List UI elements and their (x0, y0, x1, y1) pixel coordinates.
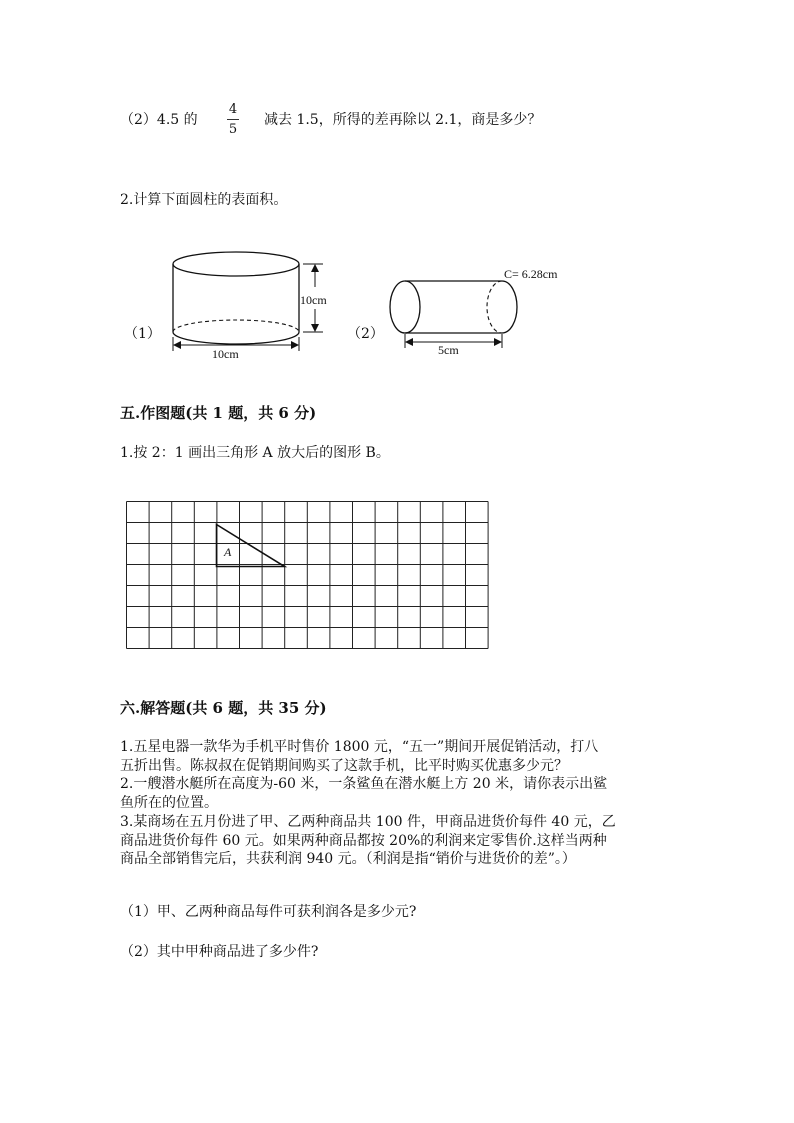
fraction-numerator: 4 (228, 102, 238, 117)
drawing-grid[interactable] (126, 501, 491, 656)
body-line: 商品全部销售完后，共获利润 940 元。（利润是指“销价与进货价的差”。） (120, 851, 576, 868)
section-6-body (120, 738, 616, 869)
figure-1-label: （1） (124, 326, 161, 342)
q2-suffix: 减去 1.5，所得的差再除以 2.1，商是多少？ (264, 112, 542, 128)
sub-question-1: （1）甲、乙两种商品每件可获利润各是多少元? (120, 904, 417, 920)
body-line: 五折出售。陈叔叔在促销期间购买了这款手机，比平时购买优惠多少元？ (120, 757, 568, 774)
body-line: 1.五星电器一款华为手机平时售价 1800 元，“五一”期间开展促销活动，打八 (120, 739, 599, 755)
section-6-heading: 六.解答题(共 6 题，共 35 分) (120, 699, 327, 717)
cylinder-question-title: 2.计算下面圆柱的表面积。 (120, 192, 288, 208)
figure-2-circumference-label: C= 6.28cm (504, 267, 558, 281)
body-line: 商品进货价每件 60 元。如果两种商品都按 20%的利润来定零售价.这样当两种 (120, 832, 607, 849)
fraction-denominator: 5 (228, 122, 238, 137)
cylinder-figure-1 (160, 245, 360, 365)
q2-prefix: （2）4.5 的 (120, 112, 198, 128)
figure-2-length-label: 5cm (438, 343, 459, 357)
figure-1-width-label: 10cm (212, 347, 239, 361)
triangle-a-label: A (224, 545, 232, 559)
figure-1-height-label: 10cm (300, 293, 327, 307)
figure-2-label: （2） (347, 326, 384, 342)
fraction-bar (227, 119, 239, 120)
body-line: 3.某商场在五月份进了甲、乙两种商品共 100 件，甲商品进货价每件 40 元，乙 (120, 813, 616, 830)
sub-question-2: （2）其中甲种商品进了多少件? (120, 944, 319, 960)
cylinder-figure-2 (385, 270, 535, 360)
body-line: 2.一艘潜水艇所在高度为-60 米，一条鲨鱼在潜水艇上方 20 米，请你表示出鲨 (120, 776, 608, 793)
section-5-question-1: 1.按 2：1 画出三角形 A 放大后的图形 B。 (120, 445, 390, 461)
section-5-heading: 五.作图题(共 1 题，共 6 分) (120, 404, 317, 422)
fraction-four-fifths (227, 102, 239, 137)
body-line: 鱼所在的位置。 (120, 795, 218, 812)
